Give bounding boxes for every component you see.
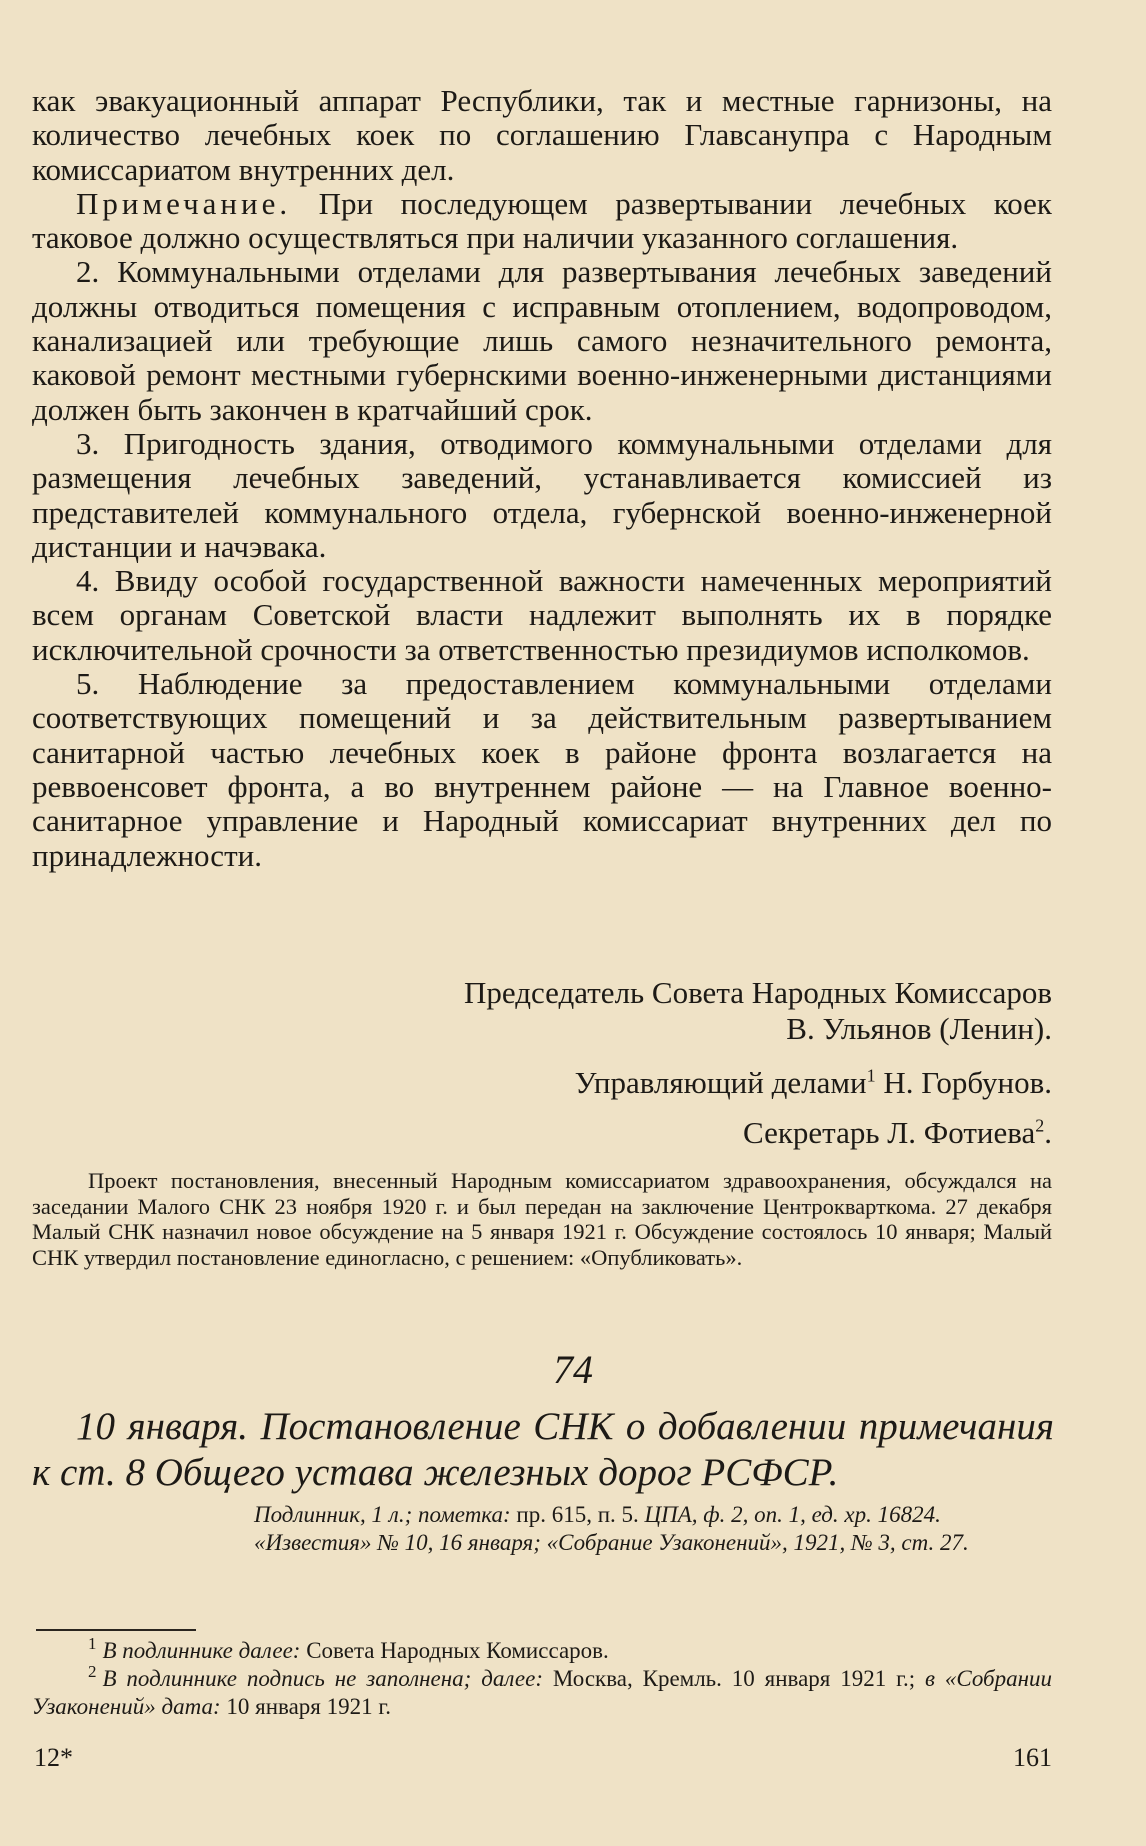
secretary-name: Секретарь Л. Фотиева bbox=[743, 1115, 1036, 1150]
paragraph-note bbox=[32, 187, 1052, 256]
paragraph-2: 2. Коммунальными отделами для развертывания лечебных заведений должны отводиться помещения с исправным отоплением, водопроводом, канализацией или требующие лишь самого незначительного ремонта, каковой ремонт местными губернскими военно-инженерными дистанциями должен быть закончен в кратчайший срок. bbox=[32, 254, 1052, 427]
main-text bbox=[32, 84, 1052, 873]
manager-title: Управляющий делами bbox=[574, 1065, 867, 1100]
document-title: 10 января. Постановление СНК о добавлении примечания к ст. 8 Общего устава железных дорог РСФСР. bbox=[32, 1405, 1054, 1494]
chair-name: В. Ульянов (Ленин). bbox=[786, 1011, 1052, 1046]
document-number: 74 bbox=[553, 1347, 593, 1392]
paragraph-3: 3. Пригодность здания, отводимого коммунальными отделами для размещения лечебных заведений, устанавливается комиссией из представителей коммунального отдела, губернской военно-инженерной дистанции и начэвака. bbox=[32, 425, 1052, 564]
footnotes bbox=[32, 1634, 1052, 1721]
secretary-signature: Секретарь Л. Фотиева$^2$. bbox=[743, 1115, 1052, 1150]
note-text: При последующем развертывании лечебных коек таковое должно осуществляться при наличии указанного соглашения. bbox=[32, 185, 1052, 256]
manager-name: Н. Горбунов. bbox=[875, 1065, 1052, 1100]
footnote-ref-1: 1 bbox=[866, 1065, 876, 1086]
footnote-ref-2: 2 bbox=[1035, 1115, 1045, 1136]
paragraph-1: как эвакуационный аппарат Республики, так и местные гарнизоны, на количество лечебных коек по соглашению Главсанупра с Народным комиссариатом внутренних дел. bbox=[32, 83, 1052, 187]
footnote-divider bbox=[36, 1629, 196, 1631]
footnote-2: $^2$ В подлиннике подпись не заполнена; далее: Москва, Кремль. 10 января 1921 г.; в «Собрании Узаконений» дата: 10 января 1921 г. bbox=[32, 1662, 1052, 1719]
source-original: Подлинник, 1 л.; пометка: пр. 615, п. 5. ЦПА, ф. 2, оп. 1, ед. хр. 16824. bbox=[254, 1502, 941, 1527]
paragraph-5: 5. Наблюдение за предоставлением коммунальными отделами соответствующих помещений и за действительным развертыванием санитарной частью лечебных коек в районе фронта возлагается на реввоенсовет фронта, а во внутреннем районе — на Главное военно-санитарное управление и Народный комиссариат внутренних дел по принадлежности. bbox=[32, 666, 1052, 873]
source-reference bbox=[196, 1501, 1052, 1557]
chair-title: Председатель Совета Народных Комиссаров bbox=[464, 975, 1052, 1010]
footnote-1: $^1$ В подлиннике далее: Совета Народных Комиссаров. bbox=[88, 1634, 609, 1663]
sheet-signature: 12* bbox=[34, 1743, 73, 1772]
manager-signature bbox=[152, 1065, 1052, 1101]
page-number: 161 bbox=[1013, 1743, 1052, 1772]
editorial-note: Проект постановления, внесенный Народным комиссариатом здравоохранения, обсуждался на заседании Малого СНК 23 ноября 1920 г. и был передан на заключение Центрокварткома. 27 декабря Малый СНК назначил новое обсуждение на 5 января 1921 г. Обсуждение состоялось 10 января; Малый СНК утвердил постановление единогласно, с решением: «Опубликовать». bbox=[32, 1168, 1052, 1270]
source-publication: «Известия» № 10, 16 января; «Собрание Узаконений», 1921, № 3, ст. 27. bbox=[254, 1530, 969, 1555]
note-label: Примечание. bbox=[76, 185, 292, 221]
paragraph-4: 4. Ввиду особой государственной важности намеченных мероприятий всем органам Советской власти надлежит выполнять их в порядке исключительной срочности за ответственностью президиумов исполкомов. bbox=[32, 563, 1052, 667]
signatures bbox=[152, 975, 1052, 1151]
